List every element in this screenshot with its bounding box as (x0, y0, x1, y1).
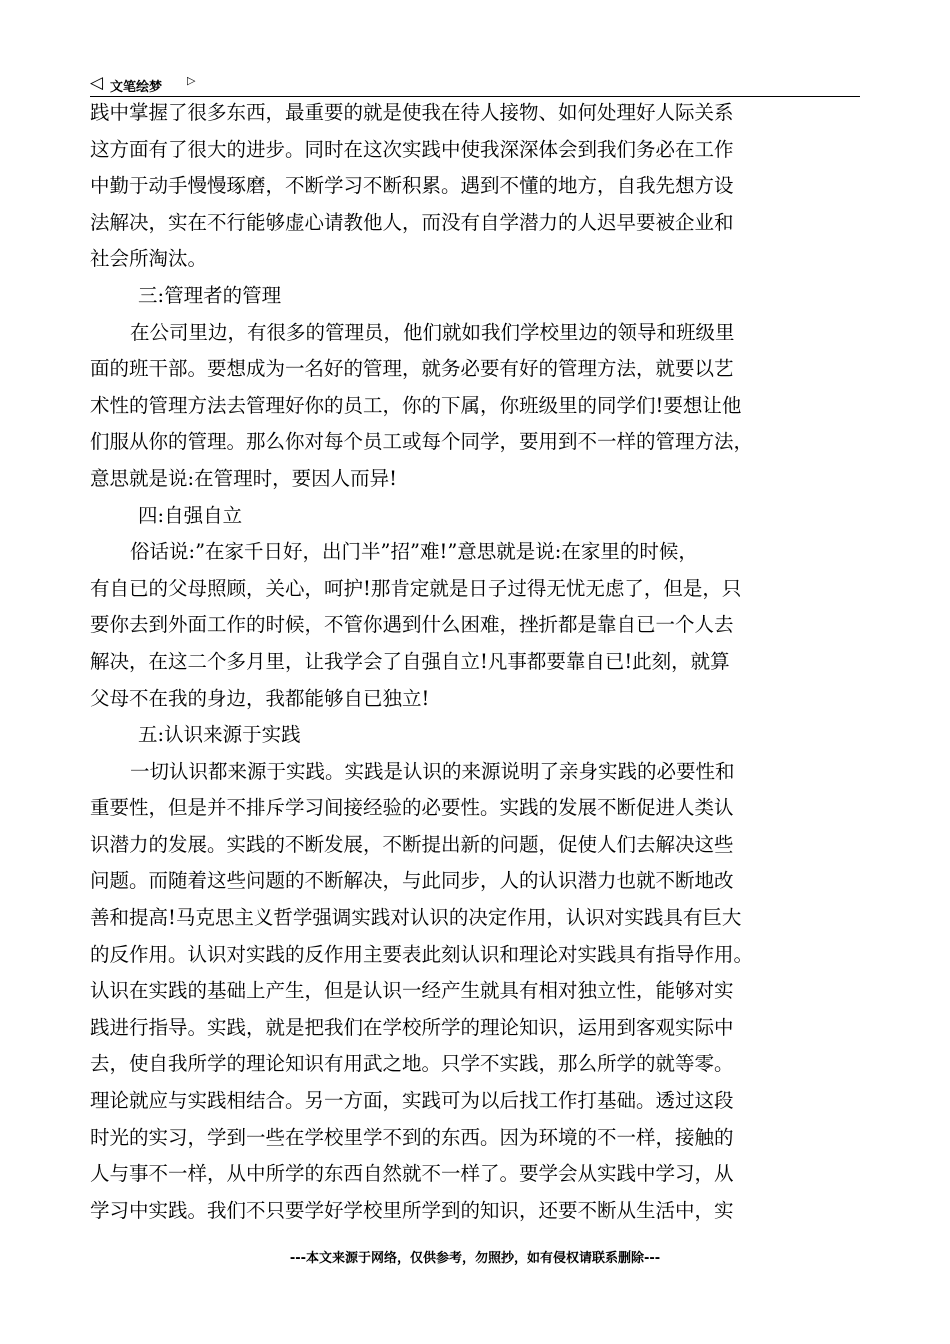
text-line: 去，使自我所学的理论知识有用武之地。只学不实践，那么所学的就等零。 (90, 1052, 734, 1076)
header-brand: 文笔绘梦 (110, 80, 163, 95)
section-heading: 五:认识来源于实践 (138, 723, 301, 747)
text-line: 法解决，实在不行能够虚心请教他人，而没有自学潜力的人迟早要被企业和 (90, 210, 734, 234)
text-line: 认识在实践的基础上产生，但是认识一经产生就具有相对独立性，能够对实 (90, 979, 734, 1003)
arrow-right-icon: ▷ (187, 74, 196, 87)
text-line: 有自已的父母照顾，关心，呵护!那肯定就是日子过得无忧无虑了，但是，只 (90, 576, 742, 600)
footer-disclaimer: ---本文来源于网络，仅供参考，勿照抄，如有侵权请联系删除--- (289, 1251, 661, 1266)
section-heading: 三:管理者的管理 (138, 283, 282, 307)
text-line: 的反作用。认识对实践的反作用主要表此刻认识和理论对实践具有指导作用。 (90, 942, 754, 966)
text-line: 父母不在我的身边，我都能够自已独立! (90, 686, 430, 710)
section-heading: 四:自强自立 (138, 503, 243, 527)
page-header (90, 72, 860, 97)
text-line: 一切认识都来源于实践。实践是认识的来源说明了亲身实践的必要性和 (130, 759, 735, 783)
text-line: 这方面有了很大的进步。同时在这次实践中使我深深体会到我们务必在工作 (90, 137, 734, 161)
text-line: 要你去到外面工作的时候，不管你遇到什么困难，挫折都是靠自已一个人去 (90, 613, 734, 637)
text-line: 中勤于动手慢慢琢磨，不断学习不断积累。遇到不懂的地方，自我先想方设 (90, 174, 734, 198)
text-line: 践进行指导。实践，就是把我们在学校所学的理论知识，运用到客观实际中 (90, 1015, 734, 1039)
text-line: 意思就是说:在管理时，要因人而异! (90, 466, 397, 490)
text-line: 解决，在这二个多月里，让我学会了自强自立!凡事都要靠自已!此刻，就算 (90, 649, 730, 673)
text-line: 在公司里边，有很多的管理员，他们就如我们学校里边的领导和班级里 (130, 320, 735, 344)
text-line: 识潜力的发展。实践的不断发展，不断提出新的问题，促使人们去解决这些 (90, 832, 734, 856)
text-line: 时光的实习，学到一些在学校里学不到的东西。因为环境的不一样，接触的 (90, 1125, 734, 1149)
text-line: 俗话说:”在家千日好，出门半”招”难!”意思就是说:在家里的时候， (130, 540, 698, 564)
text-line: 重要性，但是并不排斥学习间接经验的必要性。实践的发展不断促进人类认 (90, 796, 734, 820)
text-line: 人与事不一样，从中所学的东西自然就不一样了。要学会从实践中学习，从 (90, 1162, 734, 1186)
text-line: 术性的管理方法去管理好你的员工，你的下属，你班级里的同学们!要想让他 (90, 393, 742, 417)
text-line: 社会所淘汰。 (90, 247, 208, 271)
text-line: 学习中实践。我们不只要学好学校里所学到的知识，还要不断从生活中，实 (90, 1198, 734, 1222)
arrow-left-icon: ◁ (90, 73, 104, 93)
text-line: 理论就应与实践相结合。另一方面，实践可为以后找工作打基础。透过这段 (90, 1089, 734, 1113)
text-line: 践中掌握了很多东西，最重要的就是使我在待人接物、如何处理好人际关系 (90, 101, 734, 124)
text-line: 们服从你的管理。那么你对每个员工或每个同学，要用到不一样的管理方法， (90, 430, 754, 454)
document-body (90, 95, 850, 1229)
text-line: 善和提高!马克思主义哲学强调实践对认识的决定作用，认识对实践具有巨大 (90, 906, 742, 930)
text-line: 问题。而随着这些问题的不断解决，与此同步，人的认识潜力也就不断地改 (90, 869, 734, 893)
text-line: 面的班干部。要想成为一名好的管理，就务必要有好的管理方法，就要以艺 (90, 357, 734, 381)
